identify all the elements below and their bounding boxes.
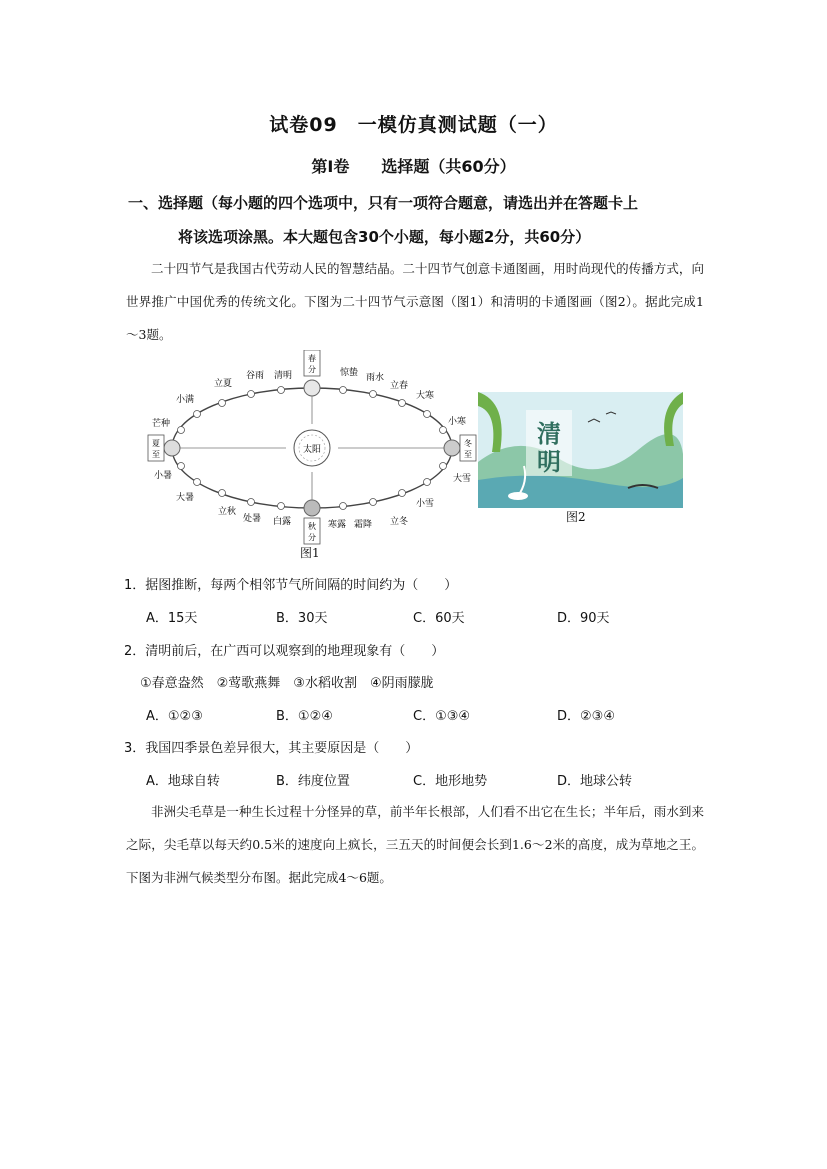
term-xiaoxue: 小雪 [416, 499, 435, 509]
question-2-option-a[interactable]: A．①②③ [146, 709, 203, 724]
question-1-option-d[interactable]: D．90天 [557, 611, 610, 626]
term-shuangjiang: 霜降 [354, 520, 373, 530]
question-2-items: ①春意盎然 ②莺歌燕舞 ③水稻收割 ④阴雨朦胧 [140, 676, 434, 691]
section-heading-line1: 一、选择题（每小题的四个选项中，只有一项符合题意，请选出并在答题卡上 [128, 194, 639, 212]
term-daxue: 大雪 [453, 474, 472, 484]
intro-paragraph-2: 非洲尖毛草是一种生长过程十分怪异的草，前半年长根部，人们看不出它在生长；半年后，雨水到来之际，尖毛草以每天约0.5米的速度向上疯长，三五天的时间便会长到1.6～2米的高度，成为草地之王。下图为非洲气候类型分布图。据此完成4～6题。 [126, 804, 704, 885]
term-dahan: 大寒 [416, 391, 435, 401]
page-title: 试卷09 一模仿真测试题（一） [269, 114, 558, 136]
term-chushu: 处暑 [243, 514, 262, 524]
earth-chunfen [304, 380, 320, 396]
term-bailu: 白露 [273, 517, 292, 527]
question-3-option-a[interactable]: A．地球自转 [146, 774, 220, 789]
sun-label: 太阳 [302, 445, 322, 455]
term-dashu: 大暑 [176, 493, 195, 503]
term-xiaohan: 小寒 [448, 417, 467, 427]
term-hanlu: 寒露 [328, 520, 347, 530]
term-liqiu: 立秋 [218, 507, 237, 517]
question-3-option-b[interactable]: B．纬度位置 [276, 774, 350, 789]
section-subtitle: 第Ⅰ卷 选择题（共60分） [311, 157, 516, 176]
term-chunfen-2: 分 [308, 365, 316, 374]
art-title-1: 清 [537, 419, 561, 448]
figure2-caption: 图2 [566, 510, 586, 524]
term-xiazhi-1: 夏 [152, 439, 160, 448]
term-jingzhe: 惊蛰 [340, 368, 359, 378]
qingming-cartoon [478, 392, 683, 508]
art-title-2: 明 [537, 447, 561, 476]
term-xiazhi-2: 至 [152, 450, 160, 459]
term-qiufen-1: 秋 [308, 522, 316, 531]
term-mangzhong: 芒种 [152, 419, 171, 429]
question-2-option-d[interactable]: D．②③④ [557, 709, 615, 724]
term-yushui: 雨水 [366, 373, 385, 383]
question-2-option-c[interactable]: C．①③④ [413, 709, 471, 724]
earth-dongzhi [444, 440, 460, 456]
question-2-option-b[interactable]: B．①②④ [276, 709, 333, 724]
figure1-caption: 图1 [300, 546, 320, 560]
term-lixia: 立夏 [214, 379, 233, 389]
intro-paragraph-1: 二十四节气是我国古代劳动人民的智慧结晶。二十四节气创意卡通图画，用时尚现代的传播方式，向世界推广中国优秀的传统文化。下图为二十四节气示意图（图1）和清明的卡通图画（图2）。据此完成1～3题。 [126, 261, 704, 342]
question-2-stem: 2．清明前后，在广西可以观察到的地理现象有（ ） [124, 644, 445, 659]
earth-xiazhi [164, 440, 180, 456]
term-qiufen-2: 分 [308, 533, 316, 542]
term-qingming: 清明 [274, 371, 293, 381]
term-guyu: 谷雨 [246, 371, 265, 381]
term-dongzhi-1: 冬 [464, 439, 472, 448]
term-xiaoman: 小满 [176, 395, 195, 405]
question-3-stem: 3．我国四季景色差异很大，其主要原因是（ ） [124, 741, 419, 756]
question-1-option-a[interactable]: A．15天 [146, 611, 198, 626]
question-1-stem: 1．据图推断，每两个相邻节气所间隔的时间约为（ ） [124, 578, 458, 593]
term-lidong: 立冬 [390, 517, 409, 527]
section-heading-line2: 将该选项涂黑。本大题包含30个小题，每小题2分，共60分） [178, 228, 591, 246]
question-1-option-b[interactable]: B．30天 [276, 611, 328, 626]
term-dongzhi-2: 至 [464, 450, 472, 459]
earth-qiufen [304, 500, 320, 516]
solar-terms-diagram [140, 350, 480, 565]
question-1-option-c[interactable]: C．60天 [413, 611, 465, 626]
term-lichun: 立春 [390, 381, 409, 391]
term-xiaoshu: 小暑 [154, 471, 173, 481]
question-3-option-c[interactable]: C．地形地势 [413, 774, 488, 789]
term-chunfen-1: 春 [308, 354, 316, 363]
question-3-option-d[interactable]: D．地球公转 [557, 774, 633, 789]
